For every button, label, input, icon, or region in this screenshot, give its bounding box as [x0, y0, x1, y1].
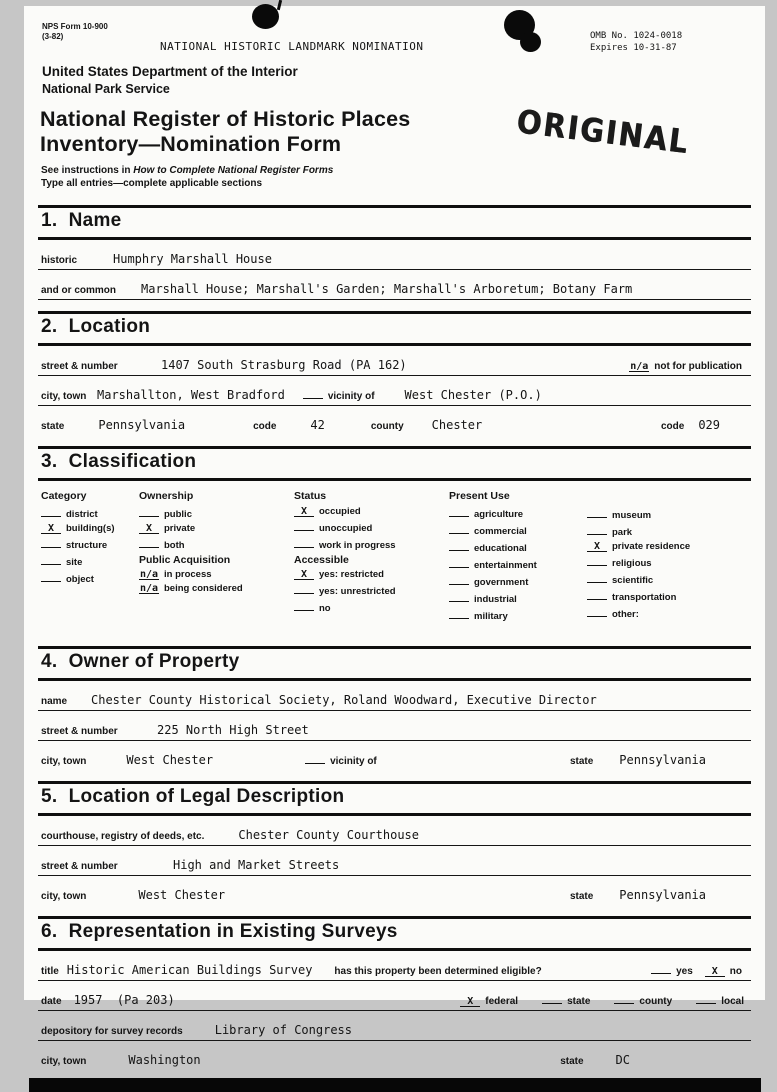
- checkbox-label: public: [164, 509, 192, 520]
- section-heading-location: 2. Location: [38, 311, 751, 346]
- field-row-legal-street: [38, 846, 751, 876]
- ownership-column: [139, 490, 294, 625]
- checkbox-label: scientific: [612, 575, 654, 586]
- vicinity-mark: [303, 388, 323, 399]
- field-row-courthouse: [38, 816, 751, 846]
- instructions-prefix: See instructions in: [41, 165, 134, 176]
- classification-grid: [38, 481, 751, 635]
- checkbox-structure: [41, 537, 139, 551]
- field-row-city: [38, 376, 751, 406]
- department-title: United States Department of the Interior: [42, 64, 298, 79]
- survey-date-label: date: [41, 996, 62, 1007]
- checkbox-transportation: [587, 589, 748, 603]
- common-label: and or common: [41, 285, 117, 296]
- status-column: [294, 490, 449, 625]
- checkbox-label: commercial: [474, 526, 527, 537]
- form-title-line1: National Register of Historic Places: [40, 107, 411, 131]
- checkbox-label: work in progress: [319, 540, 396, 551]
- checkbox-mark: [587, 606, 607, 617]
- checkbox-site: [41, 554, 139, 568]
- checkbox-mark: [294, 583, 314, 594]
- public-acquisition-header: Public Acquisition: [139, 554, 231, 566]
- checkbox-mark: [587, 507, 607, 518]
- section-heading-surveys: 6. Representation in Existing Surveys: [38, 916, 751, 951]
- owner-street-value: 225 North High Street: [157, 723, 309, 737]
- common-value: Marshall House; Marshall's Garden; Marshall's Arboretum; Botany Farm: [141, 282, 633, 296]
- checkbox-mark: X: [139, 523, 159, 534]
- checkbox-label: both: [164, 540, 185, 551]
- checkbox-label: building(s): [66, 523, 115, 534]
- not-for-publication-mark: n/a: [630, 361, 649, 372]
- survey-date-value: 1957 (Pa 203): [73, 993, 175, 1007]
- form-title: [40, 107, 410, 158]
- survey-title-label: title: [41, 966, 59, 977]
- checkbox-label: entertainment: [474, 560, 537, 571]
- legal-state-label: state: [569, 891, 594, 902]
- vicinity-value: West Chester (P.O.): [404, 388, 542, 402]
- checkbox-industrial: [449, 591, 587, 605]
- county-label: county: [370, 421, 404, 432]
- field-row-owner-street: [38, 711, 751, 741]
- checkbox-label: unoccupied: [319, 523, 373, 534]
- checkbox-label: no: [319, 603, 331, 614]
- checkbox-mark: [139, 537, 159, 548]
- checkbox-mark: [294, 520, 314, 531]
- checkbox-mark: [294, 537, 314, 548]
- checkbox-label: yes: unrestricted: [319, 586, 396, 597]
- scan-artifact-bar: [29, 1078, 761, 1092]
- depository-value: Library of Congress: [214, 1023, 352, 1037]
- form-number-line2: (3-82): [42, 32, 64, 41]
- checkbox-label: religious: [612, 558, 652, 569]
- checkbox-mark: [587, 555, 607, 566]
- legal-city-label: city, town: [41, 891, 87, 902]
- present-use-header: Present Use: [449, 490, 510, 502]
- owner-state-label: state: [569, 756, 594, 767]
- not-for-publication-label: not for publication: [654, 361, 742, 372]
- checkbox-commercial: [449, 523, 587, 537]
- field-row-historic: [38, 240, 751, 270]
- checkbox-label: park: [612, 527, 633, 538]
- checkbox-mark: [41, 537, 61, 548]
- level-county-label: county: [639, 996, 673, 1007]
- checkbox-label: private: [164, 523, 196, 534]
- instructions-book-title: How to Complete National Register Forms: [133, 165, 334, 176]
- checkbox-object: [41, 571, 139, 585]
- checkbox-label: being considered: [164, 583, 243, 594]
- checkbox-mark: [449, 608, 469, 619]
- checkbox-occupied: [294, 506, 449, 517]
- legal-city-value: West Chester: [138, 888, 226, 902]
- checkbox-mark: [449, 574, 469, 585]
- eligible-no-mark: X: [705, 966, 725, 977]
- level-state-label: state: [567, 996, 591, 1007]
- present-use-column-2: [587, 490, 748, 625]
- checkbox-museum: [587, 507, 748, 521]
- ink-blot-icon: [520, 32, 541, 52]
- checkbox-educational: [449, 540, 587, 554]
- checkbox-park: [587, 524, 748, 538]
- checkbox-mark: n/a: [139, 569, 159, 580]
- state-value: Pennsylvania: [98, 418, 186, 432]
- category-header: Category: [41, 490, 87, 502]
- checkbox-mark: X: [587, 541, 607, 552]
- level-federal-label: federal: [485, 996, 519, 1007]
- checkbox-scientific: [587, 572, 748, 586]
- state-label: state: [41, 421, 65, 432]
- owner-street-label: street & number: [41, 726, 118, 737]
- checkbox-district: [41, 506, 139, 520]
- ink-blot-icon: [252, 4, 279, 29]
- eligible-yes-label: yes: [676, 966, 693, 977]
- checkbox-mark: [587, 589, 607, 600]
- depository-label: depository for survey records: [41, 1026, 183, 1037]
- form-title-line2: Inventory—Nomination Form: [40, 132, 342, 157]
- survey-city-value: Washington: [128, 1053, 201, 1067]
- field-row-state: [38, 406, 751, 435]
- checkbox-unoccupied: [294, 520, 449, 534]
- checkbox-label: educational: [474, 543, 527, 554]
- owner-state-value: Pennsylvania: [619, 753, 706, 767]
- code2-label: code: [660, 421, 685, 432]
- legal-street-label: street & number: [41, 861, 118, 872]
- owner-name-value: Chester County Historical Society, Roland Woodward, Executive Director: [91, 693, 597, 707]
- survey-state-value: DC: [615, 1053, 630, 1067]
- omb-number: OMB No. 1024-0018: [590, 31, 683, 41]
- checkbox-private: [139, 523, 294, 534]
- checkbox-mark: [449, 540, 469, 551]
- checkbox-label: industrial: [474, 594, 517, 605]
- level-county-mark: [614, 993, 634, 1004]
- instructions-line1: [41, 164, 333, 177]
- form-number: [42, 22, 108, 42]
- owner-vicinity-mark: [305, 753, 325, 764]
- checkbox-buildings: [41, 523, 139, 534]
- form-header: [38, 6, 751, 194]
- field-row-owner-name: [38, 681, 751, 711]
- agency-title: National Park Service: [42, 82, 170, 96]
- checkbox-entertainment: [449, 557, 587, 571]
- survey-title-value: Historic American Buildings Survey: [66, 963, 313, 977]
- checkbox-yes-unrestricted: [294, 583, 449, 597]
- omb-block: [590, 30, 682, 54]
- ownership-header: Ownership: [139, 490, 194, 502]
- form-instructions: [41, 164, 333, 190]
- checkbox-label: structure: [66, 540, 108, 551]
- present-use-column: [449, 490, 587, 625]
- level-local-label: local: [721, 996, 744, 1007]
- code2-value: 029: [698, 418, 720, 432]
- section-heading-name: 1. Name: [38, 205, 751, 240]
- checkbox-in-process: [139, 569, 294, 580]
- eligible-yes-mark: [651, 963, 671, 974]
- checkbox-label: in process: [164, 569, 212, 580]
- checkbox-being-considered: [139, 583, 294, 594]
- checkbox-agriculture: [449, 506, 587, 520]
- checkbox-mark: [294, 600, 314, 611]
- code-value: 42: [310, 418, 325, 432]
- checkbox-mark: [41, 506, 61, 517]
- instructions-line2: Type all entries—complete applicable sections: [41, 178, 263, 189]
- eligible-label: has this property been determined eligible?: [334, 966, 542, 977]
- checkbox-no: [294, 600, 449, 614]
- checkbox-mark: n/a: [139, 583, 159, 594]
- eligible-no-label: no: [729, 966, 742, 977]
- checkbox-label: site: [66, 557, 83, 568]
- document-page: [24, 6, 765, 1067]
- field-row-legal-city: [38, 876, 751, 905]
- street-label: street & number: [41, 361, 118, 372]
- level-local-mark: [696, 993, 716, 1004]
- checkbox-label: occupied: [319, 506, 361, 517]
- category-column: [41, 490, 139, 625]
- county-value: Chester: [431, 418, 483, 432]
- column-header-spacer: [587, 490, 748, 507]
- field-row-survey-city: [38, 1041, 751, 1070]
- checkbox-yes-restricted: [294, 569, 449, 580]
- legal-state-value: Pennsylvania: [619, 888, 706, 902]
- field-row-depository: [38, 1011, 751, 1041]
- checkbox-public: [139, 506, 294, 520]
- checkbox-label: district: [66, 509, 98, 520]
- checkbox-mark: [449, 523, 469, 534]
- street-value: 1407 South Strasburg Road (PA 162): [161, 358, 407, 372]
- checkbox-mark: [449, 591, 469, 602]
- checkbox-other: [587, 606, 748, 620]
- checkbox-label: transportation: [612, 592, 677, 603]
- section-heading-owner: 4. Owner of Property: [38, 646, 751, 681]
- historic-value: Humphry Marshall House: [113, 252, 272, 266]
- city-label: city, town: [41, 391, 87, 402]
- stray-ink-mark: [277, 0, 282, 10]
- omb-expires: Expires 10-31-87: [590, 43, 677, 54]
- courthouse-value: Chester County Courthouse: [238, 828, 419, 842]
- checkbox-mark: [587, 572, 607, 583]
- checkbox-mark: [587, 524, 607, 535]
- checkbox-mark: [449, 506, 469, 517]
- checkbox-mark: [41, 571, 61, 582]
- level-state-mark: [542, 993, 562, 1004]
- accessible-header: Accessible: [294, 554, 349, 566]
- historic-label: historic: [41, 255, 78, 266]
- level-federal-mark: X: [460, 996, 480, 1007]
- original-stamp: ORIGINAL: [514, 102, 692, 162]
- owner-city-value: West Chester: [126, 753, 214, 767]
- nomination-banner: NATIONAL HISTORIC LANDMARK NOMINATION: [160, 40, 424, 53]
- field-row-common: [38, 270, 751, 300]
- checkbox-mark: X: [41, 523, 61, 534]
- checkbox-military: [449, 608, 587, 622]
- checkbox-label: government: [474, 577, 529, 588]
- survey-city-label: city, town: [41, 1056, 87, 1067]
- field-row-survey-title: [38, 951, 751, 981]
- field-row-owner-city: [38, 741, 751, 770]
- checkbox-religious: [587, 555, 748, 569]
- field-row-street: [38, 346, 751, 376]
- checkbox-label: agriculture: [474, 509, 524, 520]
- vicinity-label: vicinity of: [327, 391, 375, 402]
- owner-vicinity-label: vicinity of: [330, 756, 377, 767]
- checkbox-mark: X: [294, 506, 314, 517]
- checkbox-label: object: [66, 574, 94, 585]
- owner-city-label: city, town: [41, 756, 87, 767]
- survey-state-label: state: [560, 1056, 584, 1067]
- owner-name-label: name: [41, 696, 68, 707]
- checkbox-private-residence: [587, 541, 748, 552]
- checkbox-label: military: [474, 611, 508, 622]
- courthouse-label: courthouse, registry of deeds, etc.: [41, 831, 205, 842]
- checkbox-both: [139, 537, 294, 551]
- checkbox-label: yes: restricted: [319, 569, 384, 580]
- checkbox-mark: [449, 557, 469, 568]
- form-number-line1: NPS Form 10-900: [42, 22, 108, 31]
- legal-street-value: High and Market Streets: [173, 858, 340, 872]
- checkbox-label: other:: [612, 609, 639, 620]
- checkbox-work-in-progress: [294, 537, 449, 551]
- status-header: Status: [294, 490, 327, 502]
- checkbox-label: private residence: [612, 541, 691, 552]
- code-label: code: [253, 421, 277, 432]
- checkbox-mark: [139, 506, 159, 517]
- field-row-survey-date: [38, 981, 751, 1011]
- checkbox-mark: [41, 554, 61, 565]
- checkbox-mark: X: [294, 569, 314, 580]
- city-value: Marshallton, West Bradford: [97, 388, 285, 402]
- checkbox-government: [449, 574, 587, 588]
- checkbox-label: museum: [612, 510, 652, 521]
- section-heading-classification: 3. Classification: [38, 446, 751, 481]
- section-heading-legal: 5. Location of Legal Description: [38, 781, 751, 816]
